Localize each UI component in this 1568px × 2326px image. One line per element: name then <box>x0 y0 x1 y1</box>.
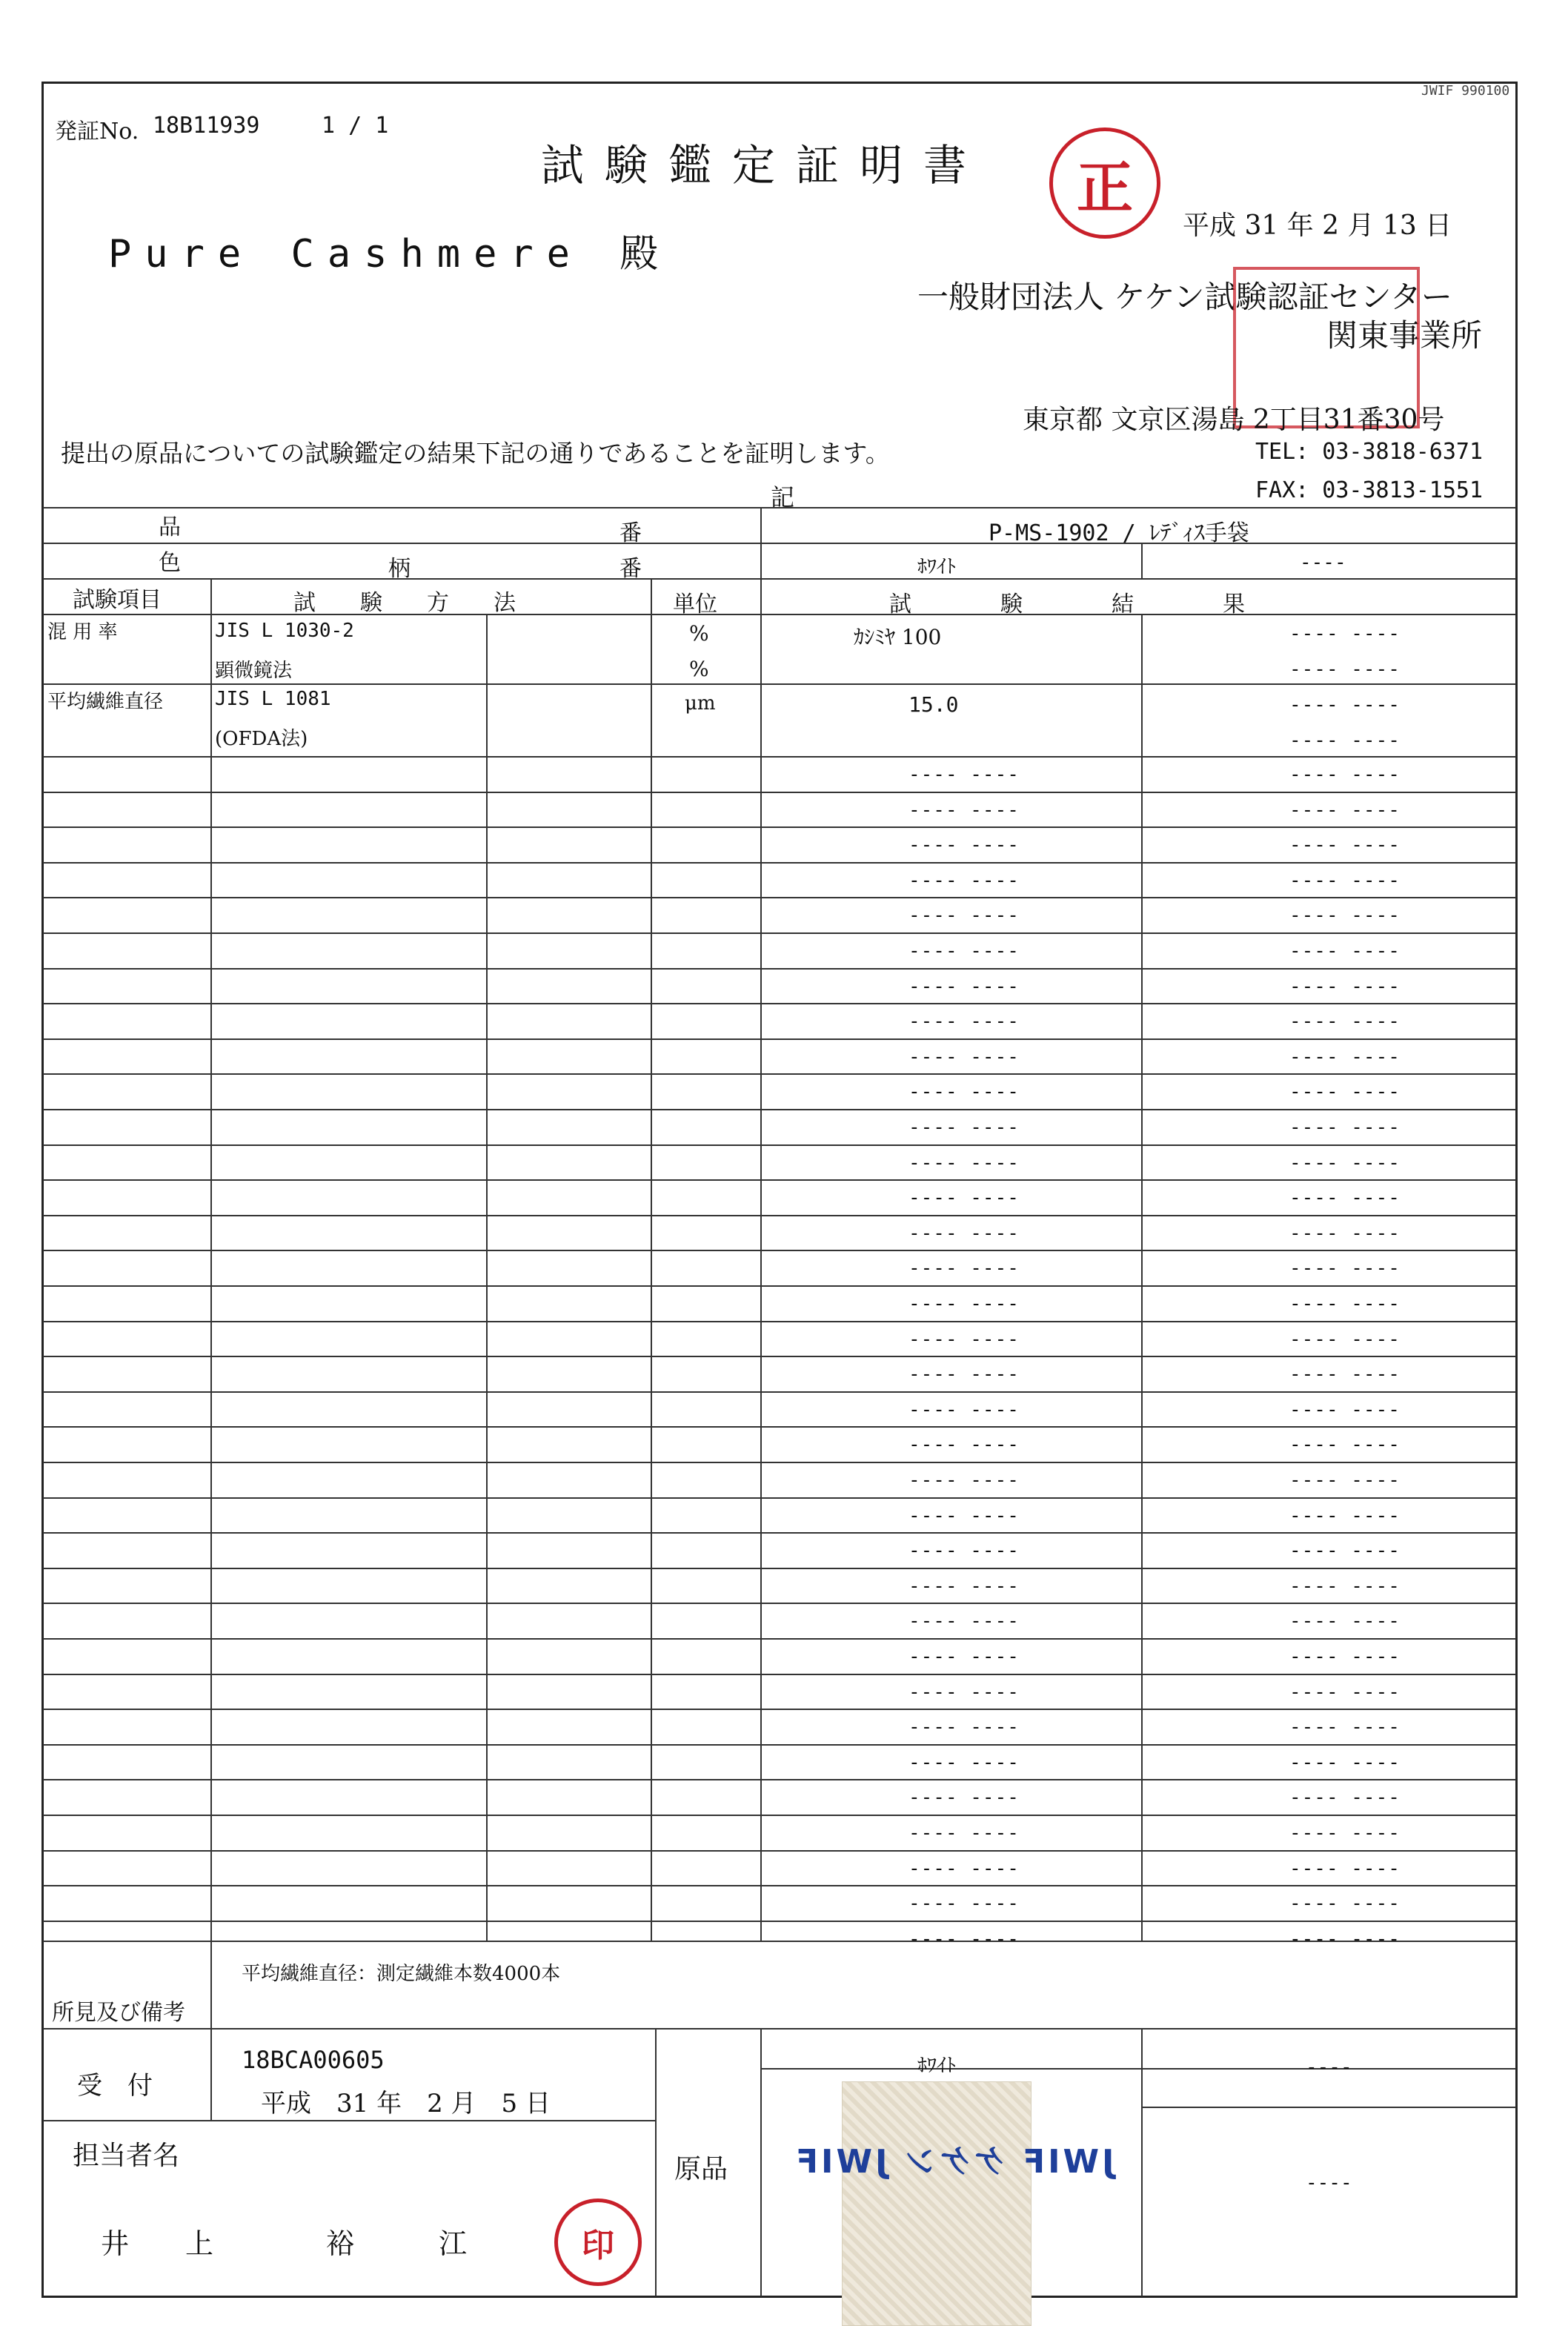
col-header-method: 試 験 方 法 <box>293 590 516 616</box>
issuer-address: 東京都 文京区湯島 2丁目31番30号 <box>1023 405 1445 435</box>
empty-result-dash: ---- ---- <box>908 1575 1020 1597</box>
empty-result-dash: ---- ---- <box>908 1928 1020 1950</box>
empty-result-dash: ---- ---- <box>908 1010 1020 1033</box>
empty-result-dash: ---- ---- <box>908 1363 1020 1385</box>
grid-line <box>43 792 1516 793</box>
color-label-b: 柄 <box>388 556 411 582</box>
remarks-text: 平均繊維直径：測定繊維本数4000本 <box>242 1963 561 1985</box>
corner-code: JWIF 990100 <box>1421 83 1510 99</box>
color-value: ﾎﾜｲﾄ <box>917 556 957 578</box>
row1-unit-line2: % <box>689 657 709 681</box>
empty-result-dash: ---- ---- <box>1289 1610 1401 1632</box>
issuer-office: 関東事業所 <box>1326 317 1483 354</box>
grid-line <box>43 1568 1516 1569</box>
row1-right-line2: ---- ---- <box>1289 658 1401 680</box>
empty-result-dash: ---- ---- <box>908 1716 1020 1738</box>
empty-result-dash: ---- ---- <box>1289 1858 1401 1880</box>
grid-line <box>760 2068 1516 2070</box>
empty-result-dash: ---- ---- <box>908 1257 1020 1279</box>
grid-line <box>43 507 1516 508</box>
grid-line <box>43 1356 1516 1357</box>
hinban-label-b: 番 <box>619 520 642 546</box>
empty-result-dash: ---- ---- <box>1289 1928 1401 1950</box>
empty-result-dash: ---- ---- <box>908 1892 1020 1915</box>
grid-line <box>1141 614 1143 1941</box>
document-title: 試験鑑定証明書 <box>541 140 988 190</box>
row2-result: 15.0 <box>908 692 959 717</box>
page-indicator: 1 / 1 <box>322 113 389 139</box>
person-seal-text: 印 <box>582 2227 614 2264</box>
empty-result-dash: ---- ---- <box>1289 940 1401 962</box>
grid-line <box>43 1674 1516 1675</box>
grid-line <box>651 578 652 614</box>
grid-line <box>43 1321 1516 1322</box>
grid-line <box>210 1941 212 2028</box>
empty-result-dash: ---- ---- <box>1289 1363 1401 1385</box>
empty-result-dash: ---- ---- <box>908 834 1020 856</box>
grid-line <box>43 683 1516 685</box>
remarks-label: 所見及び備考 <box>52 2000 185 2026</box>
row1-right-line1: ---- ---- <box>1289 623 1401 645</box>
grid-line <box>43 756 1516 758</box>
sample-right-dash: ---- <box>1306 2172 1352 2194</box>
row1-method-line2: 顕微鏡法 <box>215 660 293 682</box>
person-name: 井 上 裕 江 <box>101 2227 468 2260</box>
empty-result-dash: ---- ---- <box>908 1152 1020 1174</box>
grid-line <box>655 2028 657 2296</box>
grid-line <box>43 1815 1516 1816</box>
grid-line <box>43 1744 1516 1746</box>
row1-method-line1: JIS L 1030-2 <box>215 620 354 642</box>
hinban-label-a: 品 <box>159 514 181 540</box>
empty-result-dash: ---- ---- <box>1289 1187 1401 1209</box>
empty-result-dash: ---- ---- <box>908 1116 1020 1139</box>
grid-line <box>43 1885 1516 1886</box>
grid-line <box>43 1850 1516 1852</box>
empty-result-dash: ---- ---- <box>908 1222 1020 1245</box>
grid-line <box>43 897 1516 898</box>
official-seal <box>1049 127 1160 239</box>
grid-line <box>43 1109 1516 1110</box>
grid-line <box>43 1003 1516 1004</box>
reception-label: 受 付 <box>77 2071 153 2101</box>
grid-line <box>43 968 1516 970</box>
grid-line <box>43 1179 1516 1181</box>
issuer-tel: TEL: 03-3818-6371 <box>1255 439 1484 465</box>
color-value-right: ---- <box>1300 551 1346 574</box>
grid-line <box>43 1921 1516 1922</box>
empty-result-dash: ---- ---- <box>1289 763 1401 786</box>
grid-line <box>43 543 1516 544</box>
empty-result-dash: ---- ---- <box>908 1681 1020 1703</box>
empty-result-dash: ---- ---- <box>1289 1328 1401 1351</box>
empty-result-dash: ---- ---- <box>908 1505 1020 1527</box>
grid-line <box>43 2028 1516 2030</box>
row1-result: ｶｼﾐﾔ 100 <box>854 625 942 649</box>
row2-right-line2: ---- ---- <box>1289 729 1401 752</box>
grid-line <box>43 1215 1516 1216</box>
addressee: Pure Cashmere 殿 <box>108 232 672 276</box>
grid-line <box>210 2028 212 2120</box>
grid-line <box>43 1073 1516 1075</box>
empty-result-dash: ---- ---- <box>908 1858 1020 1880</box>
grid-line <box>43 1779 1516 1780</box>
col-header-item: 試験項目 <box>73 587 162 613</box>
issuer-name: 一般財団法人 ケケン試験認証センター <box>917 279 1452 315</box>
empty-result-dash: ---- ---- <box>908 1293 1020 1315</box>
empty-result-dash: ---- ---- <box>908 869 1020 892</box>
col-header-result: 試 験 結 果 <box>889 592 1245 617</box>
empty-result-dash: ---- ---- <box>1289 1293 1401 1315</box>
grid-line <box>651 614 652 1941</box>
issue-date: 平成 31 年 2 月 13 日 <box>1183 211 1452 241</box>
empty-result-dash: ---- ---- <box>1289 1010 1401 1033</box>
grid-line <box>486 614 488 1941</box>
grid-line <box>43 1497 1516 1499</box>
empty-result-dash: ---- ---- <box>1289 1540 1401 1562</box>
empty-result-dash: ---- ---- <box>908 799 1020 821</box>
reception-number: 18BCA00605 <box>242 2046 385 2074</box>
empty-result-dash: ---- ---- <box>908 1752 1020 1774</box>
empty-result-dash: ---- ---- <box>908 904 1020 927</box>
color-label-a: 色 <box>159 550 181 576</box>
row2-item: 平均繊維直径 <box>47 691 164 713</box>
row2-method-line2: (OFDA法) <box>215 728 308 750</box>
grid-line <box>1141 543 1143 578</box>
empty-result-dash: ---- ---- <box>1289 1046 1401 1068</box>
empty-result-dash: ---- ---- <box>908 1540 1020 1562</box>
empty-result-dash: ---- ---- <box>1289 1081 1401 1103</box>
grid-line <box>43 862 1516 864</box>
grid-line <box>43 614 1516 615</box>
empty-result-dash: ---- ---- <box>908 1081 1020 1103</box>
sample-color: ﾎﾜｲﾄ <box>917 2055 957 2077</box>
empty-result-dash: ---- ---- <box>908 1434 1020 1456</box>
grid-line <box>43 1709 1516 1710</box>
empty-result-dash: ---- ---- <box>1289 1116 1401 1139</box>
empty-result-dash: ---- ---- <box>1289 1399 1401 1421</box>
fabric-swatch <box>842 2081 1032 2326</box>
grid-line <box>43 578 1516 580</box>
empty-result-dash: ---- ---- <box>908 1187 1020 1209</box>
grid-line <box>43 1038 1516 1040</box>
sample-tag-text: JWIF ケケン JWIF <box>793 2143 1114 2181</box>
cert-number: 18B11939 <box>153 113 260 139</box>
row1-unit-line1: % <box>689 621 709 646</box>
empty-result-dash: ---- ---- <box>1289 1257 1401 1279</box>
row2-unit: μm <box>685 692 716 715</box>
empty-result-dash: ---- ---- <box>1289 1822 1401 1844</box>
empty-result-dash: ---- ---- <box>908 1328 1020 1351</box>
empty-result-dash: ---- ---- <box>1289 834 1401 856</box>
row2-method-line1: JIS L 1081 <box>215 688 331 710</box>
grid-line <box>43 1250 1516 1251</box>
grid-line <box>43 2120 655 2121</box>
empty-result-dash: ---- ---- <box>1289 799 1401 821</box>
empty-result-dash: ---- ---- <box>908 1646 1020 1668</box>
sample-color-right: ---- <box>1306 2056 1352 2078</box>
empty-result-dash: ---- ---- <box>1289 1222 1401 1245</box>
grid-line <box>210 614 212 1941</box>
grid-line <box>43 1391 1516 1393</box>
row2-right-line1: ---- ---- <box>1289 694 1401 716</box>
empty-result-dash: ---- ---- <box>1289 1434 1401 1456</box>
empty-result-dash: ---- ---- <box>1289 1786 1401 1809</box>
empty-result-dash: ---- ---- <box>1289 1575 1401 1597</box>
grid-line <box>43 932 1516 934</box>
certification-statement: 提出の原品についての試験鑑定の結果下記の通りであることを証明します。 <box>61 439 890 468</box>
grid-line <box>43 1144 1516 1146</box>
empty-result-dash: ---- ---- <box>908 1786 1020 1809</box>
grid-line <box>760 614 762 1941</box>
grid-line <box>43 1532 1516 1534</box>
empty-result-dash: ---- ---- <box>1289 1152 1401 1174</box>
grid-line <box>1141 2107 1516 2108</box>
empty-result-dash: ---- ---- <box>1289 1469 1401 1491</box>
grid-line <box>760 507 762 614</box>
empty-result-dash: ---- ---- <box>1289 975 1401 998</box>
ki-marker: 記 <box>771 483 795 511</box>
empty-result-dash: ---- ---- <box>1289 1505 1401 1527</box>
hinban-value: P-MS-1902 / ﾚﾃﾞｨｽ手袋 <box>989 520 1249 546</box>
empty-result-dash: ---- ---- <box>908 940 1020 962</box>
empty-result-dash: ---- ---- <box>1289 904 1401 927</box>
grid-line <box>43 1638 1516 1640</box>
empty-result-dash: ---- ---- <box>1289 1752 1401 1774</box>
empty-result-dash: ---- ---- <box>1289 1681 1401 1703</box>
official-seal-text: 正 <box>1077 154 1133 221</box>
empty-result-dash: ---- ---- <box>1289 1892 1401 1915</box>
grid-line <box>43 1603 1516 1604</box>
grid-line <box>43 826 1516 828</box>
empty-result-dash: ---- ---- <box>908 1046 1020 1068</box>
issuer-fax: FAX: 03-3813-1551 <box>1255 477 1484 503</box>
person-label: 担当者名 <box>73 2141 180 2171</box>
empty-result-dash: ---- ---- <box>1289 1716 1401 1738</box>
grid-line <box>43 1462 1516 1463</box>
cert-number-label: 発証No. <box>55 119 139 145</box>
reception-date: 平成 31 年 2 月 5 日 <box>261 2089 551 2118</box>
empty-result-dash: ---- ---- <box>1289 1646 1401 1668</box>
empty-result-dash: ---- ---- <box>908 1610 1020 1632</box>
grid-line <box>210 578 212 614</box>
col-header-unit: 単位 <box>673 592 717 617</box>
empty-result-dash: ---- ---- <box>908 1399 1020 1421</box>
empty-result-dash: ---- ---- <box>1289 869 1401 892</box>
person-seal <box>554 2199 642 2286</box>
sample-label: 原品 <box>674 2154 728 2184</box>
empty-result-dash: ---- ---- <box>908 763 1020 786</box>
empty-result-dash: ---- ---- <box>908 1469 1020 1491</box>
empty-result-dash: ---- ---- <box>908 1822 1020 1844</box>
row1-item: 混 用 率 <box>47 621 118 643</box>
color-label-c: 番 <box>619 556 642 582</box>
empty-result-dash: ---- ---- <box>908 975 1020 998</box>
grid-line <box>43 1426 1516 1428</box>
grid-line <box>43 1285 1516 1287</box>
